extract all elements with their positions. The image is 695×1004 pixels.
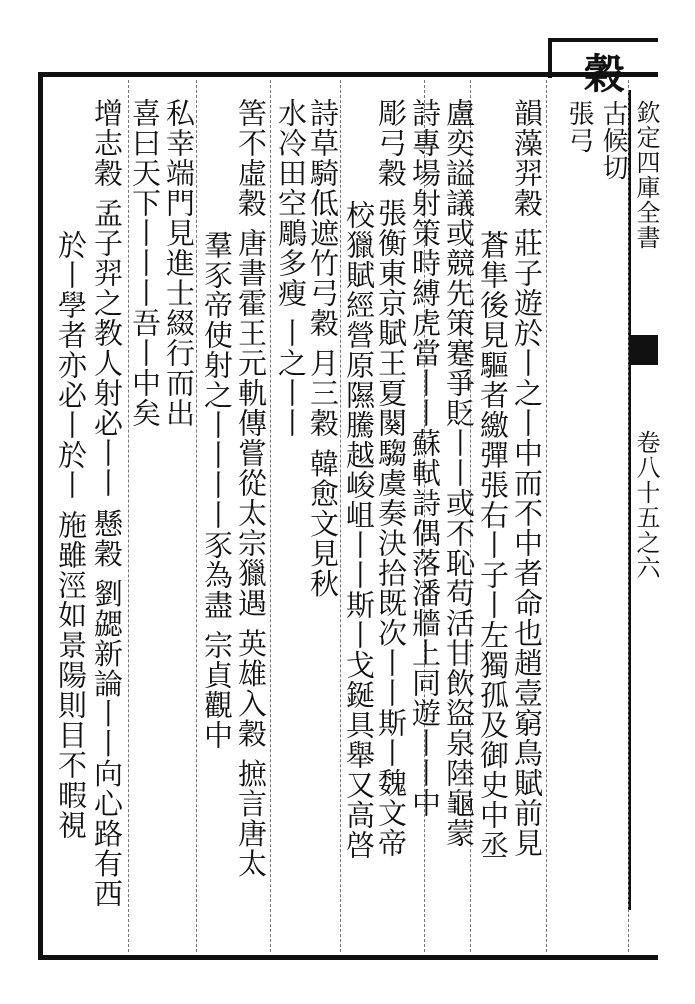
header-reading-2: 張弓 [564,100,594,154]
text-column-3: 盧奕謚議或競先策蹇爭貶丨丨或不恥苟活甘飲盜泉陸龜蒙 [442,98,476,848]
column-rule [628,80,629,952]
text-column-7: 詩草騎低遮竹弓穀 月三穀 韓愈文見秋 [306,98,340,599]
column-rule [196,80,197,952]
text-column-2: 蒼隼後見驅者繳彈張右丨子丨左獨孤及御史中丞 [476,230,510,860]
text-column-11: 私幸端門見進士綴行而出 [162,98,196,428]
text-column-9: 筈不虛穀 唐書霍王元軌傳嘗從太宗獵遇 英雄入穀 摭言唐太 [234,98,268,879]
column-rule [546,80,547,952]
text-column-8: 水冷田空鵰多瘦 丨之丨丨 [274,98,308,439]
text-column-6: 校獵賦經營原隰騰越峻岨丨丨斯丨戈鋋具舉又高啓 [342,200,376,860]
column-rule [270,80,271,952]
header-char: 穀 [577,52,625,96]
text-column-4: 詩專場射策時縛虎當丨丨蘇軾詩偶落潘牆上同遊丨丨中 [408,98,442,818]
text-column-5: 彫弓穀 張衡東京賦王夏闋騶虞奏決拾既次丨丨斯丨魏文帝 [374,98,408,859]
book-title: 欽定四庫全書 [632,100,660,250]
text-column-1: 韻藻羿穀 莊子遊於丨之丨中而不中者命也趙壹窮鳥賦前見 [510,98,544,859]
header-reading: 古候切 [598,100,628,181]
fishtail-mark [630,335,658,365]
text-column-14: 於丨學者亦必丨於丨 施雖涇如景陽則目不暇視 [54,230,88,841]
volume-label: 卷八十五之六 [632,430,660,580]
text-column-12: 喜曰天下丨丨丨吾丨中矣 [128,98,162,428]
text-column-13: 增志穀 孟子羿之教人射必丨丨 懸穀 劉勰新論丨丨向心路有西 [90,98,124,909]
text-column-10: 羣豕帝使射之丨丨丨丨豕為盡 宗貞觀中 [200,230,234,751]
column-rule [340,80,341,952]
